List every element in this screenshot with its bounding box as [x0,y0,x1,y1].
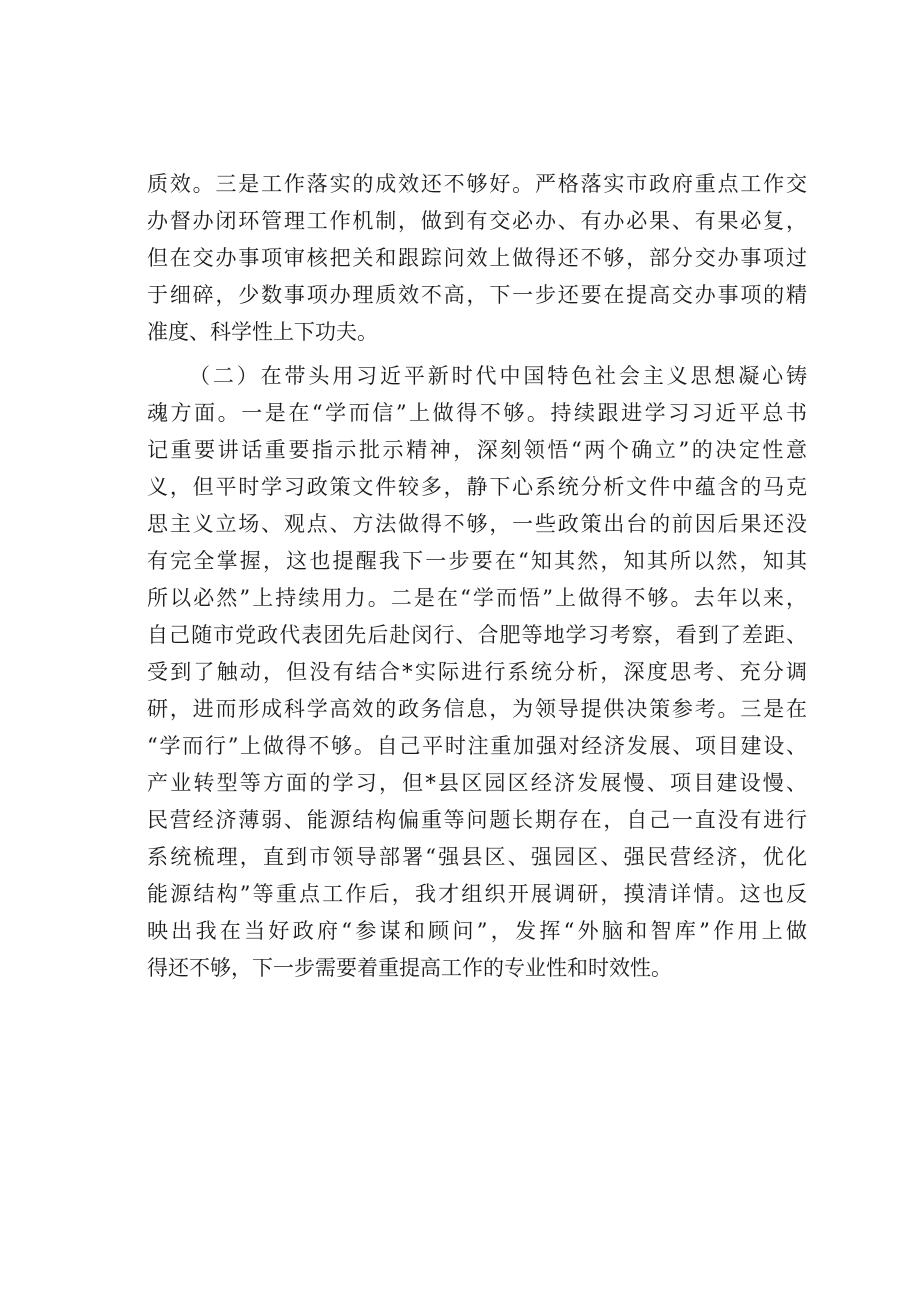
text-line: 有完全掌握，这也提醒我下一步要在“知其然，知其所以然，知其 [147,549,807,573]
text-line: “学而行”上做得不够。自己平时注重加强对经济发展、项目建设、 [147,734,807,758]
text-line: 得还不够，下一步需要着重提高工作的专业性和时效性。 [147,956,672,980]
paragraph-spacer [147,351,807,358]
paragraph-continuation [147,166,807,351]
text-line: 义，但平时学习政策文件较多，静下心系统分析文件中蕴含的马克 [147,475,807,499]
text-line: 记重要讲话重要指示批示精神，深刻领悟“两个确立”的决定性意 [147,438,807,462]
text-line: 质效。三是工作落实的成效还不够好。严格落实市政府重点工作交 [147,172,807,196]
text-line: 思主义立场、观点、方法做得不够，一些政策出台的前因后果还没 [147,512,807,536]
text-line: 准度、科学性上下功夫。 [147,320,378,344]
text-line: 自己随市党政代表团先后赴闵行、合肥等地学习考察，看到了差距、 [147,623,807,647]
text-line: 民营经济薄弱、能源结构偏重等问题长期存在，自己一直没有进行 [147,808,807,832]
text-line: 办督办闭环管理工作机制，做到有交必办、有办必果、有果必复， [147,209,807,233]
text-line: 所以必然”上持续用力。二是在“学而悟”上做得不够。去年以来， [147,586,807,610]
text-line: 映出我在当好政府“参谋和顾问”，发挥“外脑和智库”作用上做 [147,919,807,943]
text-line: 魂方面。一是在“学而信”上做得不够。持续跟进学习习近平总书 [147,401,807,425]
document-body [147,166,807,987]
text-line: 但在交办事项审核把关和跟踪问效上做得还不够，部分交办事项过 [147,246,807,270]
text-line: 于细碎，少数事项办理质效不高，下一步还要在提高交办事项的精 [147,283,807,307]
text-line: 系统梳理，直到市领导部署“强县区、强园区、强民营经济，优化 [147,845,807,869]
text-line: 受到了触动，但没有结合*实际进行系统分析，深度思考、充分调 [147,660,807,684]
text-line: 研，进而形成科学高效的政务信息，为领导提供决策参考。三是在 [147,697,807,721]
text-line: （二）在带头用习近平新时代中国特色社会主义思想凝心铸 [189,364,807,388]
paragraph-section-two [147,358,807,987]
text-line: 产业转型等方面的学习，但*县区园区经济发展慢、项目建设慢、 [147,771,807,795]
text-line: 能源结构”等重点工作后，我才组织开展调研，摸清详情。这也反 [147,882,807,906]
